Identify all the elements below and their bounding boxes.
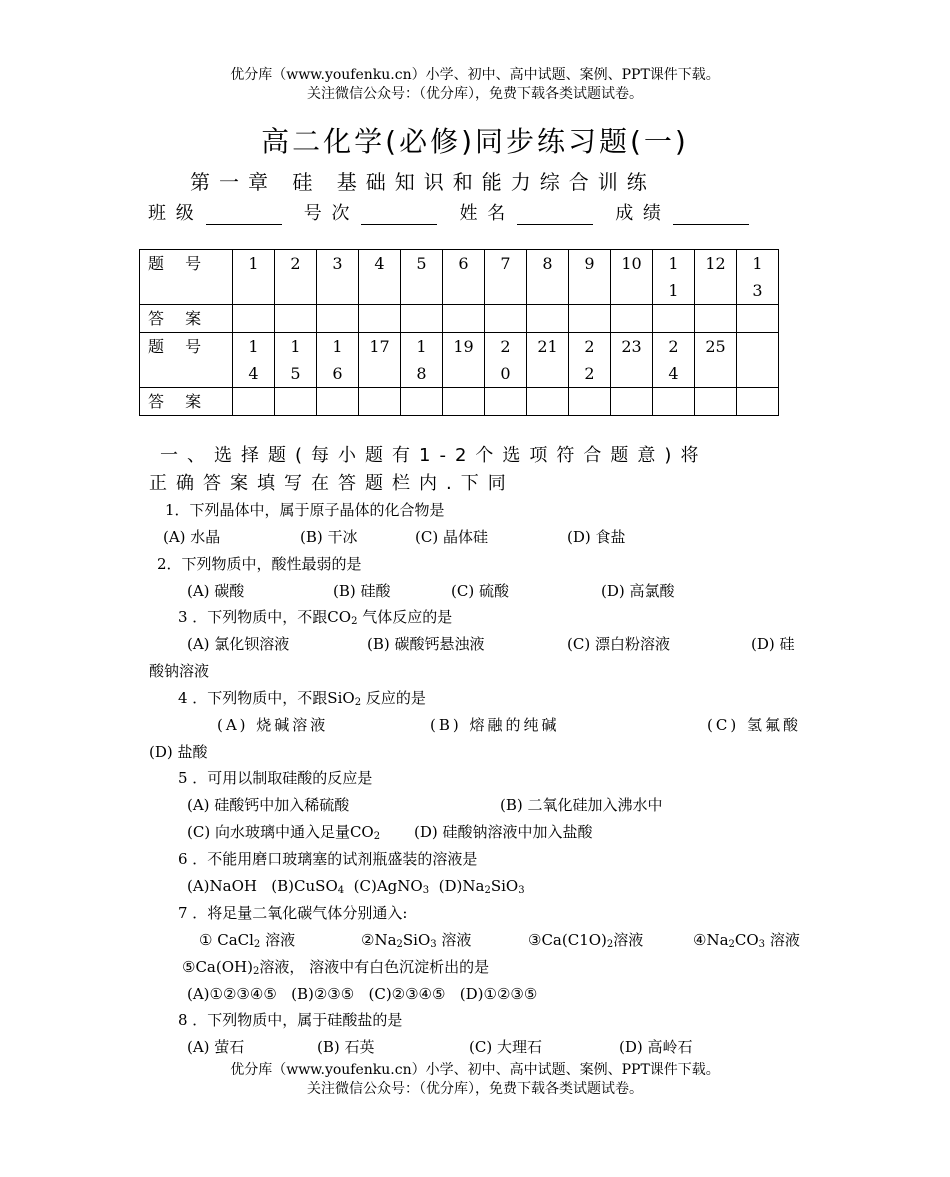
answer-table [139, 249, 779, 416]
answer-cell[interactable] [443, 388, 485, 416]
q7-item-1-post: 溶液 [260, 931, 296, 949]
q7-item-5-post: 溶液， 溶液中有白色沉淀析出的是 [259, 958, 490, 976]
answer-row [140, 305, 779, 333]
q2-stem: 2．下列物质中，酸性最弱的是 [157, 555, 362, 573]
q6-option-d-sub2: 3 [518, 885, 525, 896]
q7-option-a: (A)①②③④⑤ [187, 985, 277, 1003]
q7-stem: 7 ．将足量二氧化碳气体分别通入: [178, 904, 408, 922]
question-number-cell: 2 2 [569, 333, 611, 388]
question-number-cell: 1 4 [233, 333, 275, 388]
answer-cell[interactable] [485, 305, 527, 333]
q4-option-d: (D) 盐酸 [149, 743, 208, 761]
q3-stem [178, 604, 452, 631]
q6-options [187, 873, 525, 900]
score-label: 成 绩 [615, 203, 663, 224]
q5-option-b: (B) 二氧化硅加入沸水中 [500, 796, 663, 814]
answer-cell[interactable] [569, 305, 611, 333]
q7-item-5 [182, 954, 489, 981]
header-line-2: 关注微信公众号：（优分库），免费下载各类试题试卷。 [307, 86, 643, 102]
question-number-cell: 6 [443, 250, 485, 305]
q4-option-c: (C) 氢氟酸 [707, 716, 801, 734]
q7-item-1-sub: 2 [253, 939, 261, 950]
q6-option-b-sub: 4 [337, 885, 345, 896]
q1-stem: 1．下列晶体中，属于原子晶体的化合物是 [165, 501, 445, 519]
question-number-cell: 8 [527, 250, 569, 305]
q7-item-4-sub2: 3 [758, 939, 766, 950]
question-number-cell: 4 [359, 250, 401, 305]
question-number-cell: 1 5 [275, 333, 317, 388]
question-number-cell: 1 [233, 250, 275, 305]
number-blank[interactable] [361, 208, 437, 225]
q7-item-2-sub2: 3 [430, 939, 437, 950]
q2-option-c: (C) 硫酸 [451, 582, 509, 600]
q7-item-4-sub1: 2 [728, 939, 735, 950]
question-number-row [140, 250, 779, 305]
q7-option-c: (C)②③④⑤ [368, 985, 446, 1003]
q7-item-3-post: 溶液 [613, 931, 644, 949]
q6-option-a: (A)NaOH [187, 877, 257, 895]
q7-item-4-mid: CO [734, 931, 759, 949]
footer-line-1: 优分库（www.youfenku.cn）小学、初中、高中试题、案例、PPT课件下载。 [230, 1062, 720, 1078]
answer-cell[interactable] [653, 305, 695, 333]
row-label-question: 题 号 [140, 333, 233, 388]
q2-option-b: (B) 硅酸 [333, 582, 391, 600]
q5-option-d: (D) 硅酸钠溶液中加入盐酸 [414, 823, 593, 841]
q6-stem: 6 ．不能用磨口玻璃塞的试剂瓶盛装的溶液是 [178, 850, 478, 868]
q7-item-2-post: 溶液 [436, 931, 472, 949]
question-number-cell: 19 [443, 333, 485, 388]
q6-option-d-sub1: 2 [484, 885, 491, 896]
answer-cell[interactable] [233, 305, 275, 333]
question-number-row [140, 333, 779, 388]
name-blank[interactable] [517, 208, 593, 225]
question-number-cell: 10 [611, 250, 653, 305]
question-number-cell: 25 [695, 333, 737, 388]
answer-cell[interactable] [317, 388, 359, 416]
q3-option-c: (C) 漂白粉溶液 [567, 635, 670, 653]
q5-option-a: (A) 硅酸钙中加入稀硫酸 [187, 796, 350, 814]
q6-option-d-pre: (D)Na [438, 877, 485, 895]
class-blank[interactable] [206, 208, 282, 225]
answer-cell[interactable] [737, 388, 779, 416]
question-number-cell [737, 333, 779, 388]
answer-cell[interactable] [443, 305, 485, 333]
question-number-cell: 2 0 [485, 333, 527, 388]
q4-option-a: (A) 烧碱溶液 [217, 716, 329, 734]
question-number-cell: 2 [275, 250, 317, 305]
answer-cell[interactable] [653, 388, 695, 416]
q6-option-c-sub: 3 [422, 885, 430, 896]
q7-item-2 [361, 927, 471, 954]
answer-cell[interactable] [611, 305, 653, 333]
q3-option-a: (A) 氯化钡溶液 [187, 635, 290, 653]
q7-option-d: (D)①②③⑤ [459, 985, 538, 1003]
q1-option-a: (A) 水晶 [163, 528, 221, 546]
score-blank[interactable] [673, 208, 749, 225]
chapter-heading: 第一章 硅 基础知识和能力综合训练 [190, 170, 656, 194]
q7-item-2-pre: ②Na [361, 931, 397, 949]
q7-options [187, 981, 537, 1008]
answer-cell[interactable] [485, 388, 527, 416]
question-number-cell: 21 [527, 333, 569, 388]
q4-option-b: (B) 熔融的纯碱 [430, 716, 560, 734]
q7-item-4 [693, 927, 800, 954]
q7-item-3 [528, 927, 643, 954]
q7-item-4-post: 溶液 [765, 931, 800, 949]
section-heading-line-2: 正确答案填写在答题栏内.下同 [149, 473, 515, 494]
question-number-cell: 23 [611, 333, 653, 388]
q7-option-b: (B)②③⑤ [291, 985, 355, 1003]
q5-option-c-sub: 2 [373, 831, 381, 842]
q2-option-d: (D) 高氯酸 [601, 582, 675, 600]
q4-stem-sub: 2 [354, 697, 362, 708]
q3-option-b: (B) 碳酸钙悬浊液 [367, 635, 485, 653]
q3-stem-post: 气体反应的是 [357, 608, 453, 626]
answer-cell[interactable] [569, 388, 611, 416]
q8-option-c: (C) 大理石 [469, 1038, 542, 1056]
q6-option-d-mid: SiO [490, 877, 519, 895]
question-number-cell: 5 [401, 250, 443, 305]
q5-option-c-pre: (C) 向水玻璃中通入足量CO [187, 823, 374, 841]
answer-cell[interactable] [359, 388, 401, 416]
footer-line-2: 关注微信公众号：（优分库），免费下载各类试题试卷。 [307, 1081, 643, 1097]
question-number-cell: 1 1 [653, 250, 695, 305]
section-heading-line-1: 一、选择题(每小题有1-2个选项符合题意)将 [160, 445, 708, 466]
question-number-cell: 1 8 [401, 333, 443, 388]
question-number-cell: 17 [359, 333, 401, 388]
q5-option-c [187, 819, 380, 846]
q8-option-a: (A) 萤石 [187, 1038, 245, 1056]
question-number-cell: 3 [317, 250, 359, 305]
answer-cell[interactable] [611, 388, 653, 416]
q4-stem-post: 反应的是 [361, 689, 426, 707]
question-number-cell: 2 4 [653, 333, 695, 388]
q7-item-2-sub1: 2 [396, 939, 403, 950]
name-label: 姓 名 [459, 203, 508, 224]
q1-option-c: (C) 晶体硅 [415, 528, 488, 546]
q6-option-d [439, 877, 525, 895]
answer-cell[interactable] [527, 388, 569, 416]
answer-cell[interactable] [359, 305, 401, 333]
q7-item-1-pre: ① CaCl [199, 931, 254, 949]
q5-stem: 5 ．可用以制取硅酸的反应是 [178, 769, 373, 787]
q7-item-4-pre: ④Na [693, 931, 729, 949]
q1-option-d: (D) 食盐 [567, 528, 626, 546]
answer-cell[interactable] [401, 388, 443, 416]
q3-option-d-continued: 酸钠溶液 [149, 662, 210, 680]
answer-cell[interactable] [233, 388, 275, 416]
question-number-cell: 7 [485, 250, 527, 305]
answer-cell[interactable] [275, 388, 317, 416]
q4-stem [178, 685, 426, 712]
q7-item-5-pre: ⑤Ca(OH) [182, 958, 253, 976]
q8-stem: 8 ．下列物质中，属于硅酸盐的是 [178, 1011, 403, 1029]
row-label-question: 题 号 [140, 250, 233, 305]
q6-option-b [271, 877, 344, 895]
q6-option-c-pre: (C)AgNO [353, 877, 423, 895]
question-number-cell: 9 [569, 250, 611, 305]
answer-cell[interactable] [695, 305, 737, 333]
q3-stem-sub: 2 [351, 616, 358, 627]
answer-cell[interactable] [275, 305, 317, 333]
question-number-cell: 1 6 [317, 333, 359, 388]
answer-cell[interactable] [527, 305, 569, 333]
number-label: 号 次 [303, 203, 352, 224]
question-number-cell: 12 [695, 250, 737, 305]
q8-option-b: (B) 石英 [317, 1038, 375, 1056]
student-info-line [148, 199, 771, 225]
q7-item-3-sub: 2 [606, 939, 614, 950]
q8-option-d: (D) 高岭石 [619, 1038, 693, 1056]
q6-option-b-pre: (B)CuSO [271, 877, 338, 895]
answer-row [140, 388, 779, 416]
question-number-cell: 1 3 [737, 250, 779, 305]
answer-cell[interactable] [695, 388, 737, 416]
q7-item-2-mid: SiO [402, 931, 431, 949]
answer-cell[interactable] [317, 305, 359, 333]
q7-item-3-pre: ③Ca(C1O) [528, 931, 607, 949]
q3-option-d: (D) 硅 [751, 635, 795, 653]
answer-cell[interactable] [737, 305, 779, 333]
q7-item-5-sub: 2 [252, 966, 260, 977]
page-title: 高二化学(必修)同步练习题(一) [261, 125, 689, 158]
q4-stem-pre: 4 ．下列物质中，不跟SiO [178, 689, 355, 707]
row-label-answer: 答 案 [140, 388, 233, 416]
class-label: 班 级 [148, 203, 196, 224]
header-line-1: 优分库（www.youfenku.cn）小学、初中、高中试题、案例、PPT课件下载。 [230, 67, 720, 83]
row-label-answer: 答 案 [140, 305, 233, 333]
q7-item-1 [199, 927, 295, 954]
q2-option-a: (A) 碳酸 [187, 582, 245, 600]
q6-option-c [354, 877, 429, 895]
answer-cell[interactable] [401, 305, 443, 333]
q3-stem-pre: 3 ．下列物质中，不跟CO [178, 608, 352, 626]
q1-option-b: (B) 干冰 [300, 528, 358, 546]
